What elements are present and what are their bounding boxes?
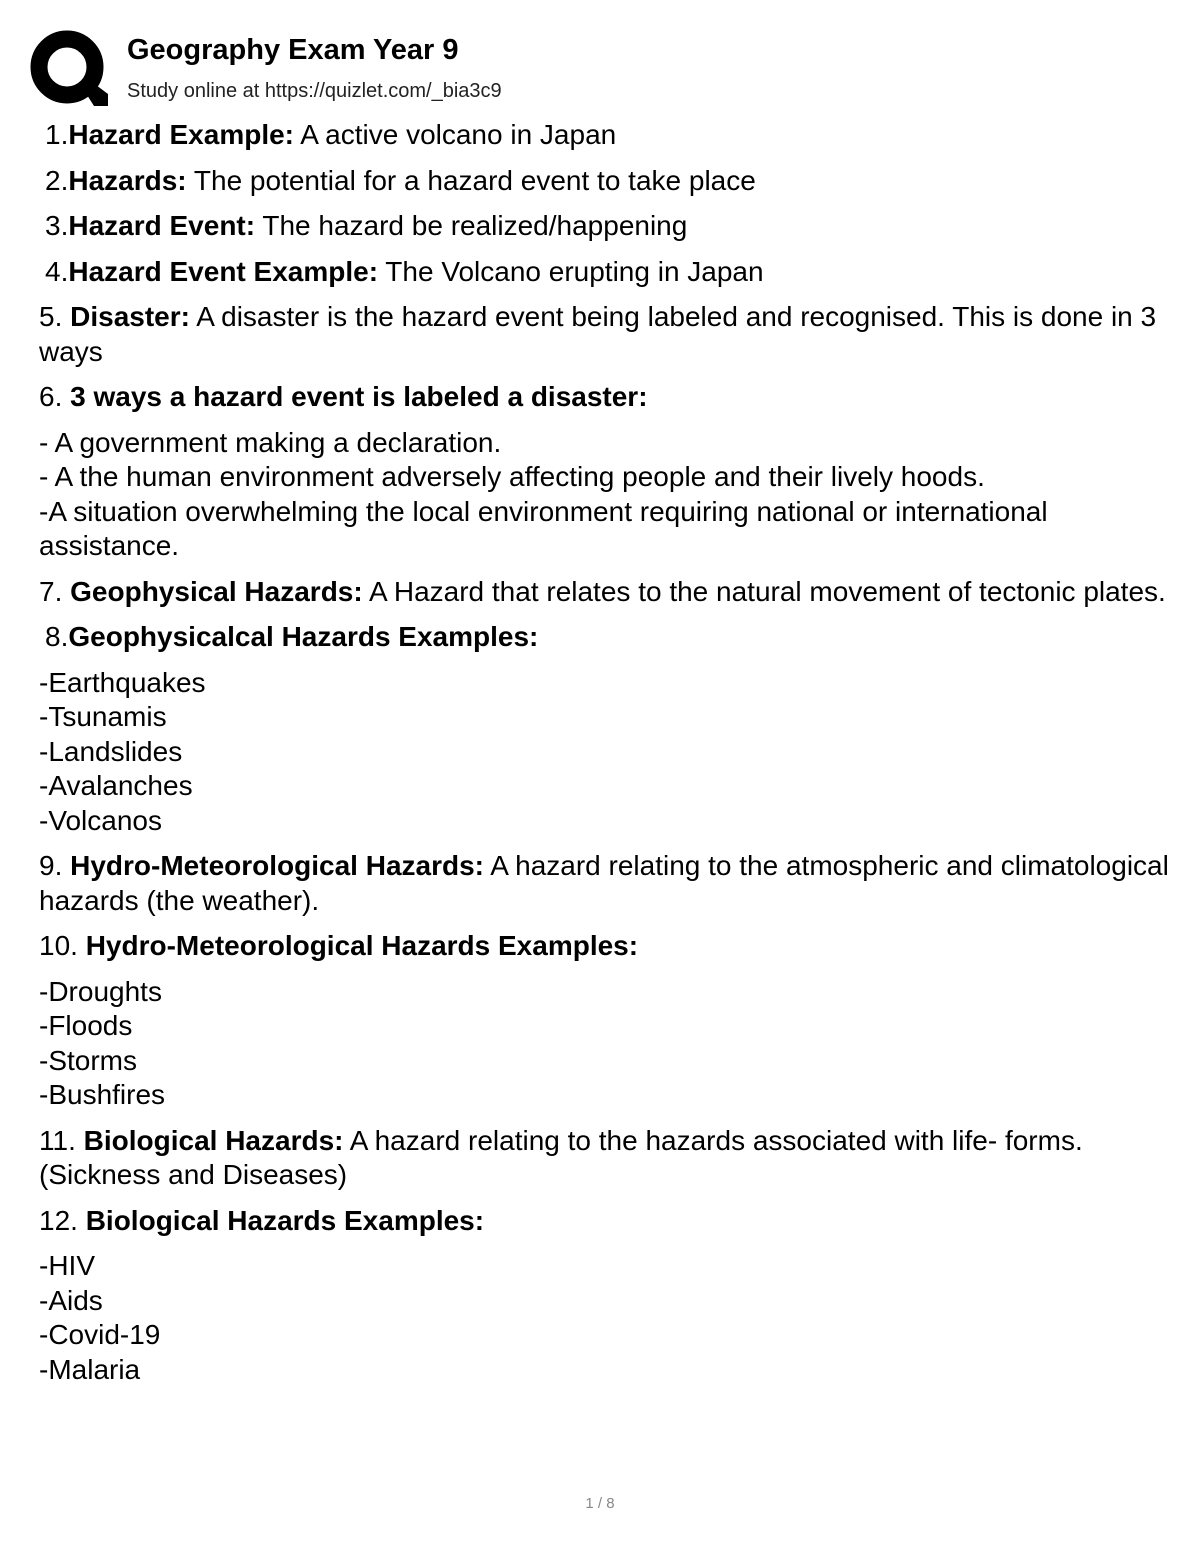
list-item: [39, 255, 1174, 290]
item-definition: A disaster is the hazard event being labeled and recognised. This is done in 3 ways: [39, 301, 1157, 367]
example-item: -Aids: [39, 1284, 103, 1316]
example-item: -Covid-19: [39, 1319, 161, 1350]
item-term: Geophysicalcal Hazards Examples:: [68, 621, 539, 652]
item-number: 9.: [39, 850, 71, 881]
item-definition: The Volcano erupting in Japan: [378, 255, 764, 287]
quizlet-q-logo-icon: [30, 30, 108, 108]
item-number: 2.: [45, 164, 69, 196]
item-term: Hydro-Meteorological Hazards:: [70, 850, 484, 881]
example-item: -Avalanches: [39, 770, 193, 801]
item-definition: A Hazard that relates to the natural movement of tectonic plates.: [362, 575, 1166, 607]
list-item: [39, 118, 1174, 153]
item-definition: A active volcano in Japan: [294, 119, 617, 150]
item-number: 8.: [45, 621, 69, 652]
item-term: 3 ways a hazard event is labeled a disaster:: [70, 381, 648, 412]
item-number: 12.: [39, 1204, 86, 1236]
item-term: Hazard Event:: [68, 210, 256, 241]
item-term: Biological Hazards:: [83, 1124, 344, 1156]
example-item: -Volcanos: [39, 804, 162, 836]
study-online-link[interactable]: Study online at https://quizlet.com/_bia3c9: [127, 80, 502, 102]
document-header: [30, 30, 1170, 110]
example-item: -Storms: [39, 1044, 137, 1076]
example-item: -Floods: [39, 1010, 133, 1041]
example-list: [39, 426, 1174, 564]
example-item: -Malaria: [39, 1353, 141, 1385]
item-definition: A hazard relating to the atmospheric and climatological hazards (the weather).: [39, 850, 1169, 916]
example-list: [39, 666, 1174, 839]
item-number: 7.: [39, 575, 71, 607]
example-item: -A situation overwhelming the local environment requiring national or international assistance.: [39, 495, 1048, 561]
item-number: 4.: [45, 255, 69, 287]
list-item: [39, 300, 1174, 369]
list-item: [39, 575, 1174, 610]
item-definition: The hazard be realized/happening: [255, 210, 688, 241]
item-term: Hydro-Meteorological Hazards Examples:: [85, 930, 639, 961]
item-term: Hazard Example:: [68, 119, 294, 150]
item-number: 5.: [39, 301, 71, 332]
item-number: 1.: [45, 119, 69, 150]
example-item: - A government making a declaration.: [39, 426, 502, 458]
example-item: -Earthquakes: [39, 666, 206, 698]
item-term: Biological Hazards Examples:: [85, 1204, 485, 1236]
example-list: [39, 975, 1174, 1113]
list-item: [39, 1204, 1174, 1239]
list-item: [39, 164, 1174, 199]
item-number: 11.: [39, 1124, 84, 1156]
list-item: [39, 209, 1174, 244]
example-item: -Tsunamis: [39, 701, 167, 732]
item-number: 10.: [39, 930, 86, 961]
item-term: Disaster:: [70, 301, 190, 332]
example-item: -Bushfires: [39, 1079, 166, 1110]
list-item: [39, 849, 1174, 918]
example-list: [39, 1249, 1174, 1387]
item-number: 6.: [39, 381, 71, 412]
item-definition: The potential for a hazard event to take place: [186, 164, 756, 196]
list-item: [39, 620, 1174, 655]
list-item: [39, 929, 1174, 964]
item-number: 3.: [45, 210, 69, 241]
list-item: [39, 380, 1174, 415]
item-term: Geophysical Hazards:: [70, 575, 363, 607]
page-number: 1 / 8: [585, 1495, 615, 1512]
list-item: [39, 1124, 1174, 1193]
example-item: -HIV: [39, 1250, 95, 1281]
item-term: Hazards:: [68, 164, 187, 196]
example-item: - A the human environment adversely affecting people and their lively hoods.: [39, 461, 985, 492]
item-term: Hazard Event Example:: [68, 255, 379, 287]
example-item: -Landslides: [39, 735, 183, 767]
flashcard-list: [39, 118, 1174, 1398]
document-title: Geography Exam Year 9: [127, 34, 459, 66]
example-item: -Droughts: [39, 975, 162, 1007]
item-definition: A hazard relating to the hazards associated with life- forms. (Sickness and Diseases): [39, 1124, 1083, 1190]
